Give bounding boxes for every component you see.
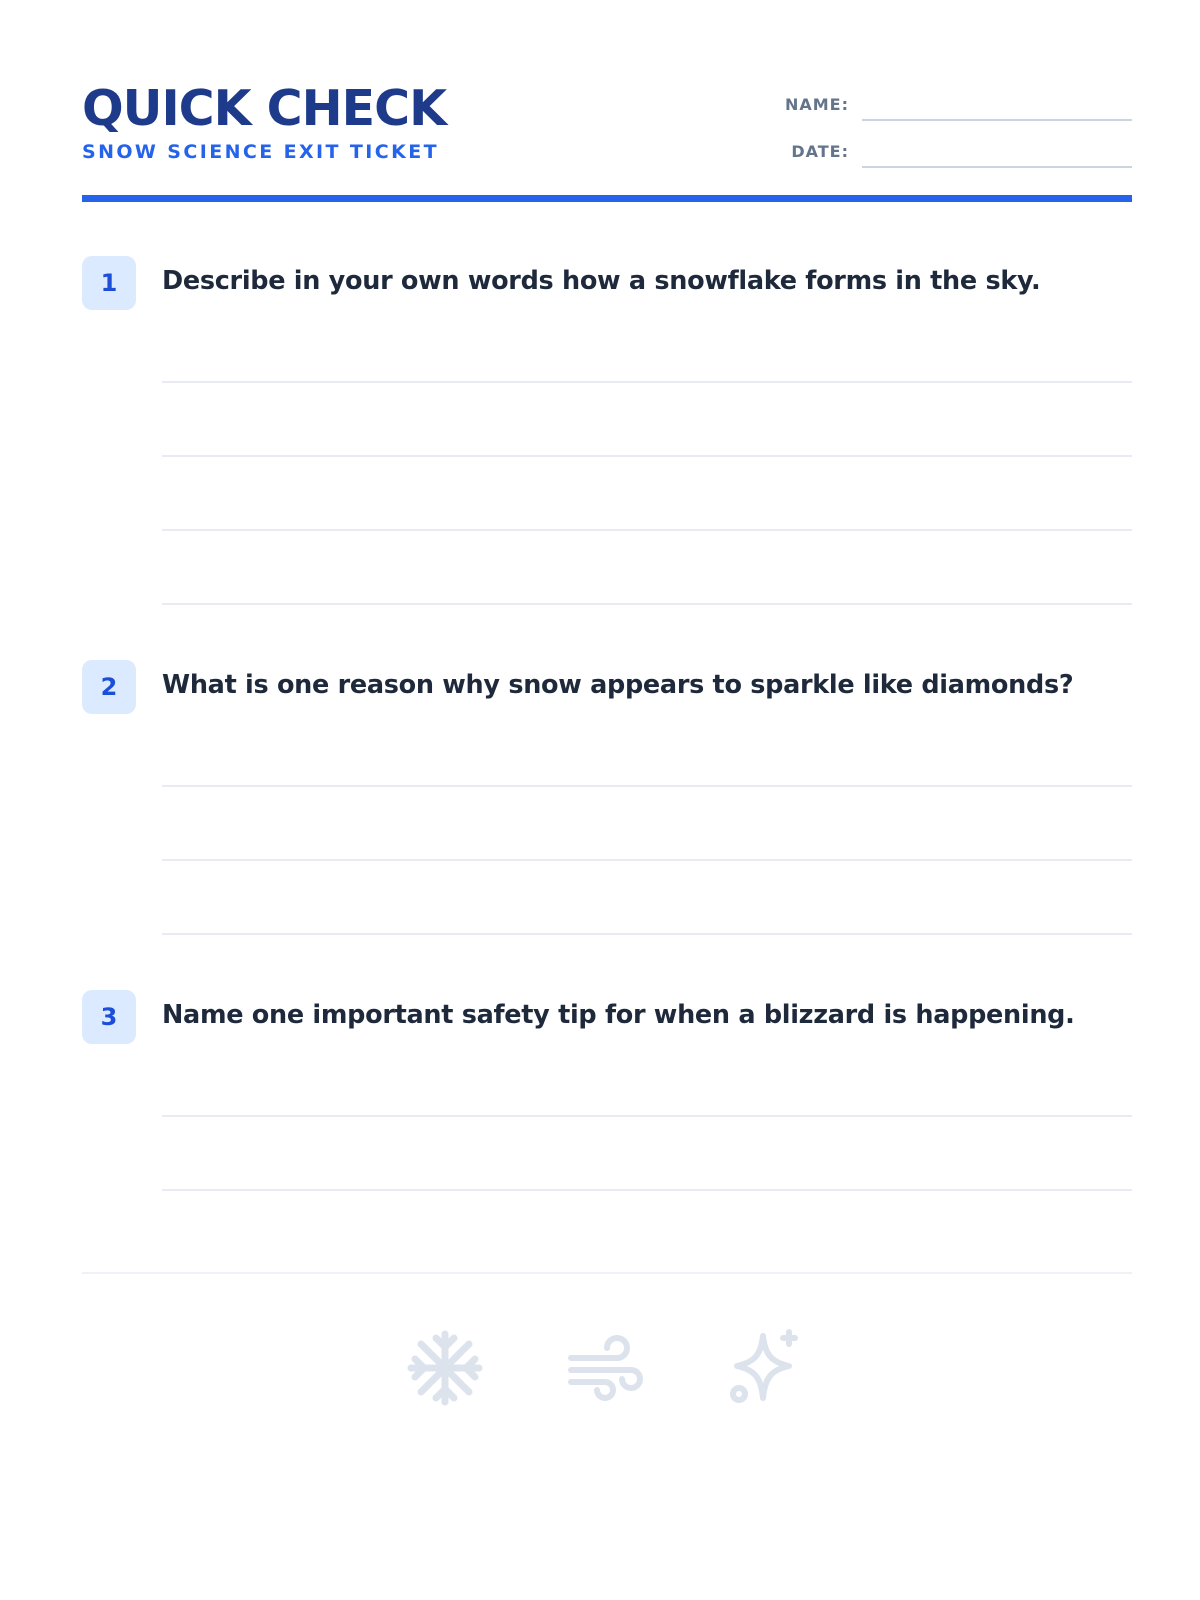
answer-line[interactable]: [162, 1115, 1132, 1117]
page-title: QUICK CHECK: [82, 80, 447, 137]
name-label: NAME:: [784, 95, 849, 114]
footer-decorations: [82, 1328, 1132, 1408]
question-number-badge: 3: [82, 990, 136, 1044]
question-text: What is one reason why snow appears to sparkle like diamonds?: [162, 670, 1074, 700]
answer-line[interactable]: [162, 529, 1132, 531]
page-subtitle: SNOW SCIENCE EXIT TICKET: [82, 141, 439, 163]
answer-line[interactable]: [162, 1189, 1132, 1191]
date-write-line[interactable]: [862, 166, 1132, 168]
name-field[interactable]: [782, 90, 1132, 120]
answer-line[interactable]: [162, 603, 1132, 605]
question-number-badge: 1: [82, 256, 136, 310]
question-text: Describe in your own words how a snowflake forms in the sky.: [162, 266, 1041, 296]
answer-line[interactable]: [162, 785, 1132, 787]
answer-line[interactable]: [162, 455, 1132, 457]
footer-divider: [82, 1272, 1132, 1274]
header: [82, 0, 1132, 200]
snowflake-icon: [405, 1328, 485, 1408]
sparkle-icon: [725, 1328, 805, 1408]
name-write-line[interactable]: [862, 119, 1132, 121]
answer-line[interactable]: [162, 859, 1132, 861]
answer-line[interactable]: [162, 933, 1132, 935]
wind-icon: [565, 1328, 645, 1408]
date-field[interactable]: [782, 137, 1132, 167]
header-divider: [82, 195, 1132, 202]
date-label: DATE:: [791, 142, 849, 161]
answer-line[interactable]: [162, 381, 1132, 383]
exit-ticket-page: [82, 0, 1132, 1600]
question-number-badge: 2: [82, 660, 136, 714]
question-text: Name one important safety tip for when a blizzard is happening.: [162, 1000, 1075, 1030]
